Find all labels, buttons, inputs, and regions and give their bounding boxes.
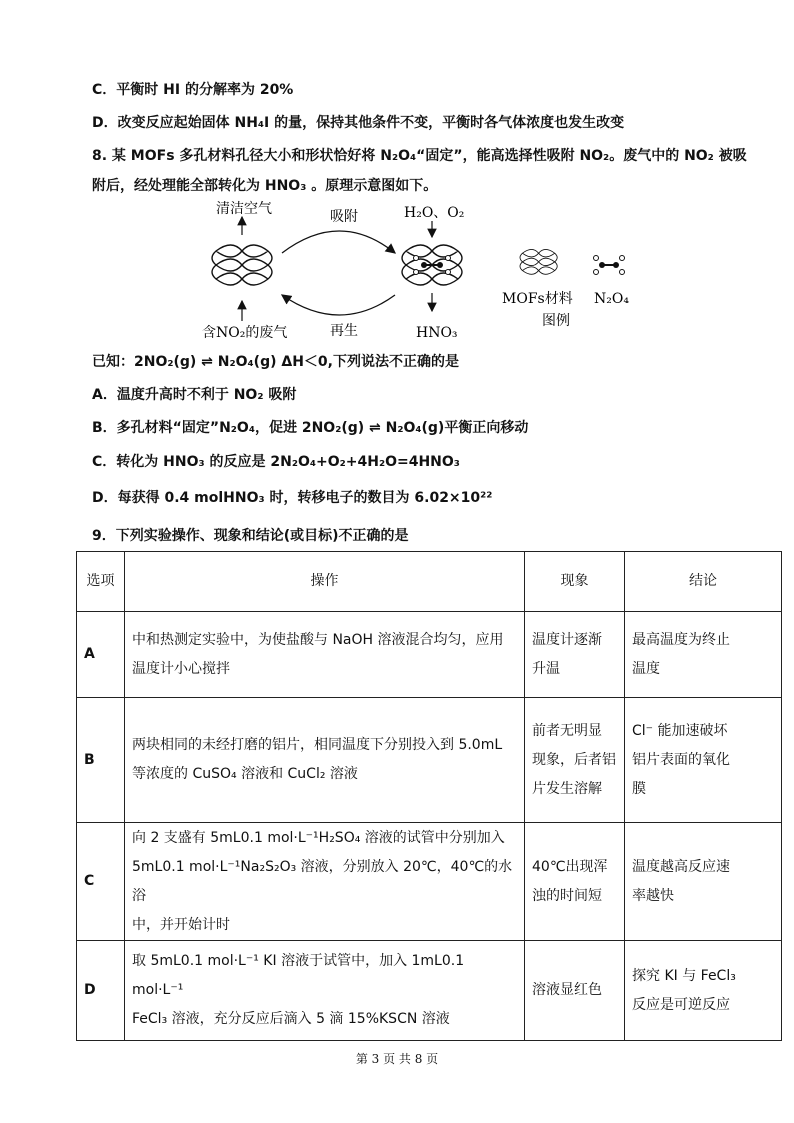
h2o-o2-label: H₂O、O₂ (404, 205, 465, 221)
row-conclusion: 温度越高反应速 率越快 (625, 823, 782, 941)
table-header-row (77, 552, 782, 612)
row-option: A (77, 612, 125, 698)
q8-stem-line1: 8. 某 MOFs 多孔材料孔径大小和形状恰好将 N₂O₄“固定”，能高选择性吸附 NO₂。废气中的 NO₂ 被吸 (92, 148, 747, 164)
row-phenomenon: 温度计逐渐 升温 (525, 612, 625, 698)
row-phenomenon: 前者无明显 现象，后者铝 片发生溶解 (525, 698, 625, 823)
q9-table (76, 551, 782, 1041)
q8-option-d: D．每获得 0.4 molHNO₃ 时，转移电子的数目为 6.02×10²² (92, 490, 493, 506)
row-conclusion: 最高温度为终止 温度 (625, 612, 782, 698)
prev-option-d: D．改变反应起始固体 NH₄I 的量，保持其他条件不变，平衡时各气体浓度也发生改变 (92, 115, 625, 131)
hno3-label: HNO₃ (416, 325, 458, 341)
table-row (77, 698, 782, 823)
header-option: 选项 (77, 552, 125, 612)
row-phenomenon: 溶液显红色 (525, 941, 625, 1041)
table-row (77, 941, 782, 1041)
row-conclusion: Cl⁻ 能加速破坏 铝片表面的氧化 膜 (625, 698, 782, 823)
header-operation: 操作 (125, 552, 525, 612)
clean-air-label: 清洁空气 (216, 201, 272, 217)
row-operation: 向 2 支盛有 5mL0.1 mol·L⁻¹H₂SO₄ 溶液的试管中分别加入 5mL0.1 mol·L⁻¹Na₂S₂O₃ 溶液，分别放入 20℃，40℃的水浴 中，并开始计时 (125, 823, 525, 941)
mofs-with-n2o4-icon (402, 241, 462, 289)
row-phenomenon: 40℃出现浑 浊的时间短 (525, 823, 625, 941)
legend-n2o4-icon (594, 256, 625, 275)
q8-option-a: A．温度升高时不利于 NO₂ 吸附 (92, 387, 297, 403)
q8-option-c: C．转化为 HNO₃ 的反应是 2N₂O₄+O₂+4H₂O=4HNO₃ (92, 454, 460, 470)
regenerate-label: 再生 (330, 323, 358, 339)
table-row (77, 612, 782, 698)
row-operation: 两块相同的未经打磨的铝片，相同温度下分别投入到 5.0mL 等浓度的 CuSO₄ 溶液和 CuCl₂ 溶液 (125, 698, 525, 823)
prev-option-c: C．平衡时 HI 的分解率为 20% (92, 82, 294, 98)
q8-stem-line2: 附后，经处理能全部转化为 HNO₃ 。原理示意图如下。 (92, 178, 438, 194)
mofs-material-left-icon (212, 241, 272, 289)
regenerate-arrow (282, 295, 395, 315)
row-conclusion: 探究 KI 与 FeCl₃ 反应是可逆反应 (625, 941, 782, 1041)
q9-stem: 9．下列实验操作、现象和结论(或目标)不正确的是 (92, 528, 409, 544)
q8-known: 已知：2NO₂(g) ⇌ N₂O₄(g) ΔH＜0,下列说法不正确的是 (92, 354, 459, 370)
waste-gas-label: 含NO₂的废气 (202, 325, 288, 341)
adsorb-arrow (282, 231, 395, 253)
q8-option-b: B．多孔材料“固定”N₂O₄，促进 2NO₂(g) ⇌ N₂O₄(g)平衡正向移动 (92, 420, 529, 436)
row-option: B (77, 698, 125, 823)
row-operation: 取 5mL0.1 mol·L⁻¹ KI 溶液于试管中，加入 1mL0.1 mol·L⁻¹ FeCl₃ 溶液，充分反应后滴入 5 滴 15%KSCN 溶液 (125, 941, 525, 1041)
header-conclusion: 结论 (625, 552, 782, 612)
page-footer: 第 3 页 共 8 页 (355, 1052, 439, 1066)
table-row (77, 823, 782, 941)
legend-n2o4-label: N₂O₄ (594, 291, 629, 307)
legend-title: 图例 (542, 313, 570, 329)
header-phenomenon: 现象 (525, 552, 625, 612)
row-operation: 中和热测定实验中，为使盐酸与 NaOH 溶液混合均匀，应用 温度计小心搅拌 (125, 612, 525, 698)
row-option: C (77, 823, 125, 941)
row-option: D (77, 941, 125, 1041)
legend-mofs-label: MOFs材料 (502, 291, 573, 307)
adsorb-label: 吸附 (330, 209, 358, 225)
mofs-principle-diagram (190, 195, 650, 355)
legend-mofs-icon (520, 247, 557, 277)
